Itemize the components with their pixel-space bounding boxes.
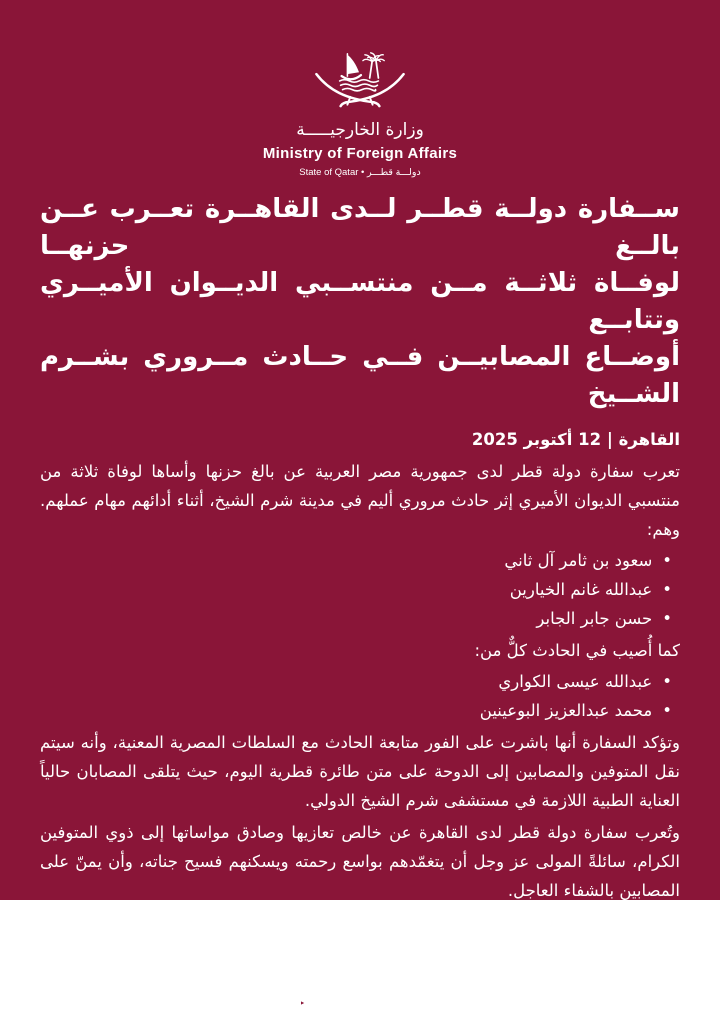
injured-list [40, 667, 680, 725]
statement-headline [40, 191, 680, 413]
ministry-name-arabic: وزارة الخارجيـــــة [296, 120, 424, 140]
headline-line: أوضــاع المصابيــن فــي حــادث مــروري بشــرم الشــيخ [40, 342, 680, 409]
list-item: • عبدالله غانم الخيارين [40, 575, 672, 604]
x-twitter-icon [40, 992, 62, 1014]
qatar-mofa-emblem-icon [309, 48, 411, 110]
instagram-icon [173, 992, 195, 1014]
youtube-link[interactable] [291, 992, 382, 1014]
youtube-handle: Mofa Qatar [319, 997, 382, 1009]
mofa-header [40, 0, 680, 179]
list-item: • حسن جابر الجابر [40, 604, 672, 633]
instagram-link[interactable] [173, 992, 264, 1014]
twitter-handle: MofaQatar_Ar [69, 997, 148, 1009]
youtube-icon [291, 992, 313, 1014]
headline-line: لوفــاة ثلاثــة مــن منتســبي الديــوان الأميــري وتتابــع [40, 268, 680, 335]
deceased-list [40, 546, 680, 633]
globe-icon [408, 991, 432, 1015]
headline-line: ســفارة دولــة قطــر لــدى القاهــرة تعــرب عــن بالــغ حزنهــا [40, 194, 680, 261]
list-item: • عبدالله عيسى الكواري [40, 667, 672, 696]
thanks-paragraph: كما تُعرب السفارة عن شكرها وتقديرها للسلطات المعنية في جمهورية مصر العربية الشقيقة على تعاونها وحرصها واهتمامها بمتابعة الحادث وتقديم التسهيلات اللازمة. [40, 913, 680, 961]
list-item: • محمد عبدالعزيز البوعينين [40, 696, 672, 725]
social-links-bar [40, 991, 680, 1015]
website-link[interactable] [408, 991, 538, 1015]
footer-divider [40, 976, 680, 977]
dateline: القاهرة | 12 أكتوبر 2025 [471, 430, 680, 449]
followup-paragraph: وتؤكد السفارة أنها باشرت على الفور متابعة الحادث مع السلطات المصرية المعنية، وأنه سيتم نقل المتوفين والمصابين إلى الدوحة على متن طائرة قطرية اليوم، حيث يتلقى المصابان حالياً العناية الطبية اللازمة في مستشفى شرم الشيخ الدولي. [40, 733, 680, 810]
condolences-paragraph: وتُعرب سفارة دولة قطر لدى القاهرة عن خالص تعازيها وصادق مواساتها إلى ذوي المتوفين الكرام، سائلةً المولى عز وجل أن يتغمّدهم بواسع رحمته ويسكنهم فسيح جناته، وأن يمنّ على المصابين بالشفاء العاجل. [40, 823, 680, 900]
website-url: www.mofa.gov.qa [438, 997, 539, 1009]
intro-paragraph: تعرب سفارة دولة قطر لدى جمهورية مصر العربية عن بالغ حزنها وأساها لوفاة ثلاثة من منتسبي الديوان الأميري إثر حادث مروري أليم في مدينة شرم الشيخ، أثناء أدائهم مهام عملهم. وهم: [40, 462, 680, 539]
twitter-link[interactable] [40, 992, 147, 1014]
injured-intro: كما أُصيب في الحادث كلٌّ من: [474, 641, 680, 660]
ministry-name-english: Ministry of Foreign Affairs [262, 145, 458, 162]
list-item: • سعود بن ثامر آل ثاني [40, 546, 672, 575]
state-of-qatar-line: State of Qatar • دولـــة قطـــر [299, 167, 421, 178]
instagram-handle: Mofa.Qatar [202, 997, 265, 1009]
